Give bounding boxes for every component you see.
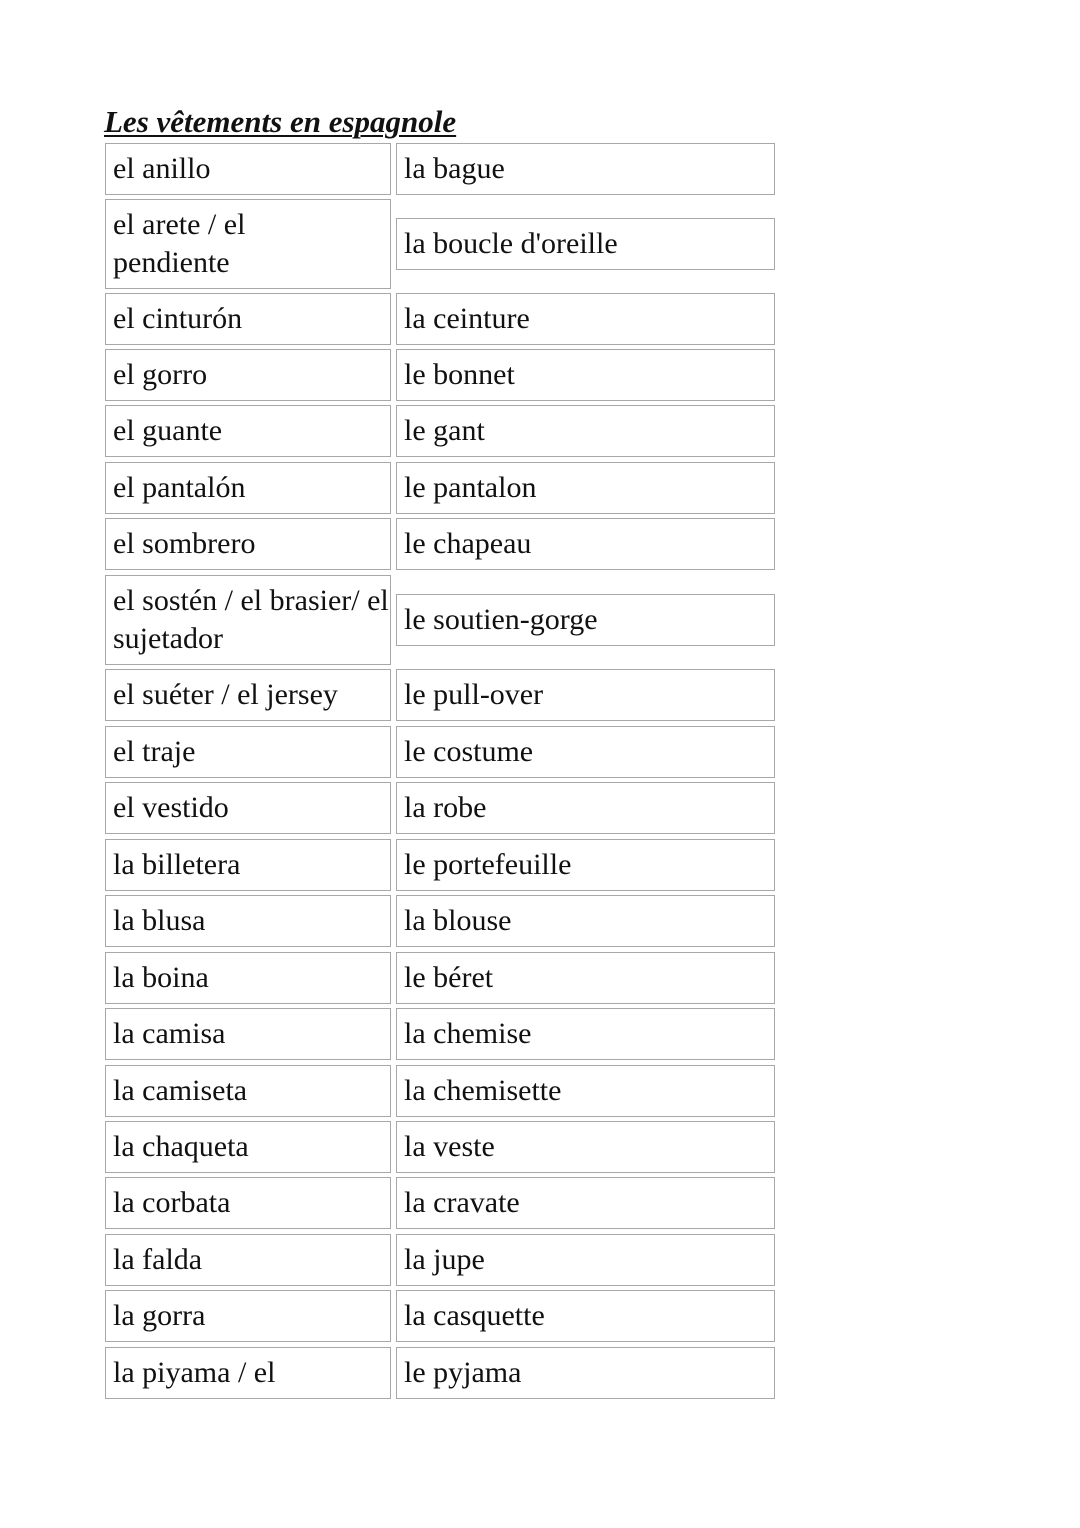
spanish-term: la billetera bbox=[105, 839, 391, 891]
spanish-term: el pantalón bbox=[105, 462, 391, 514]
french-term: le portefeuille bbox=[396, 839, 775, 891]
french-term: la veste bbox=[396, 1121, 775, 1173]
spanish-term: la blusa bbox=[105, 895, 391, 947]
spanish-term: el vestido bbox=[105, 782, 391, 834]
spanish-term: el sostén / el brasier/ el sujetador bbox=[105, 575, 391, 665]
spanish-term: el anillo bbox=[105, 143, 391, 195]
spanish-term: el cinturón bbox=[105, 293, 391, 345]
french-term: la chemisette bbox=[396, 1065, 775, 1117]
page-title: Les vêtements en espagnole bbox=[104, 104, 457, 139]
french-term: le pantalon bbox=[396, 462, 775, 514]
french-term: la chemise bbox=[396, 1008, 775, 1060]
french-term: le béret bbox=[396, 952, 775, 1004]
spanish-term: el guante bbox=[105, 405, 391, 457]
spanish-term: la boina bbox=[105, 952, 391, 1004]
spanish-term: el gorro bbox=[105, 349, 391, 401]
spanish-term: la gorra bbox=[105, 1290, 391, 1342]
french-term: le pull-over bbox=[396, 669, 775, 721]
spanish-term: la corbata bbox=[105, 1177, 391, 1229]
spanish-term: la piyama / el bbox=[105, 1347, 391, 1399]
french-term: la cravate bbox=[396, 1177, 775, 1229]
french-term: le chapeau bbox=[396, 518, 775, 570]
spanish-term: el sombrero bbox=[105, 518, 391, 570]
french-term: la ceinture bbox=[396, 293, 775, 345]
french-term: la casquette bbox=[396, 1290, 775, 1342]
french-term: le soutien-gorge bbox=[396, 594, 775, 646]
french-term: la bague bbox=[396, 143, 775, 195]
french-term: le pyjama bbox=[396, 1347, 775, 1399]
french-term: le costume bbox=[396, 726, 775, 778]
spanish-term: el arete / el pendiente bbox=[105, 199, 391, 289]
spanish-term: la falda bbox=[105, 1234, 391, 1286]
spanish-term: el suéter / el jersey bbox=[105, 669, 391, 721]
spanish-term: la camiseta bbox=[105, 1065, 391, 1117]
french-term: la robe bbox=[396, 782, 775, 834]
french-term: le bonnet bbox=[396, 349, 775, 401]
spanish-term: la camisa bbox=[105, 1008, 391, 1060]
spanish-term: el traje bbox=[105, 726, 391, 778]
french-term: le gant bbox=[396, 405, 775, 457]
spanish-term: la chaqueta bbox=[105, 1121, 391, 1173]
french-term: la jupe bbox=[396, 1234, 775, 1286]
french-term: la boucle d'oreille bbox=[396, 218, 775, 270]
french-term: la blouse bbox=[396, 895, 775, 947]
